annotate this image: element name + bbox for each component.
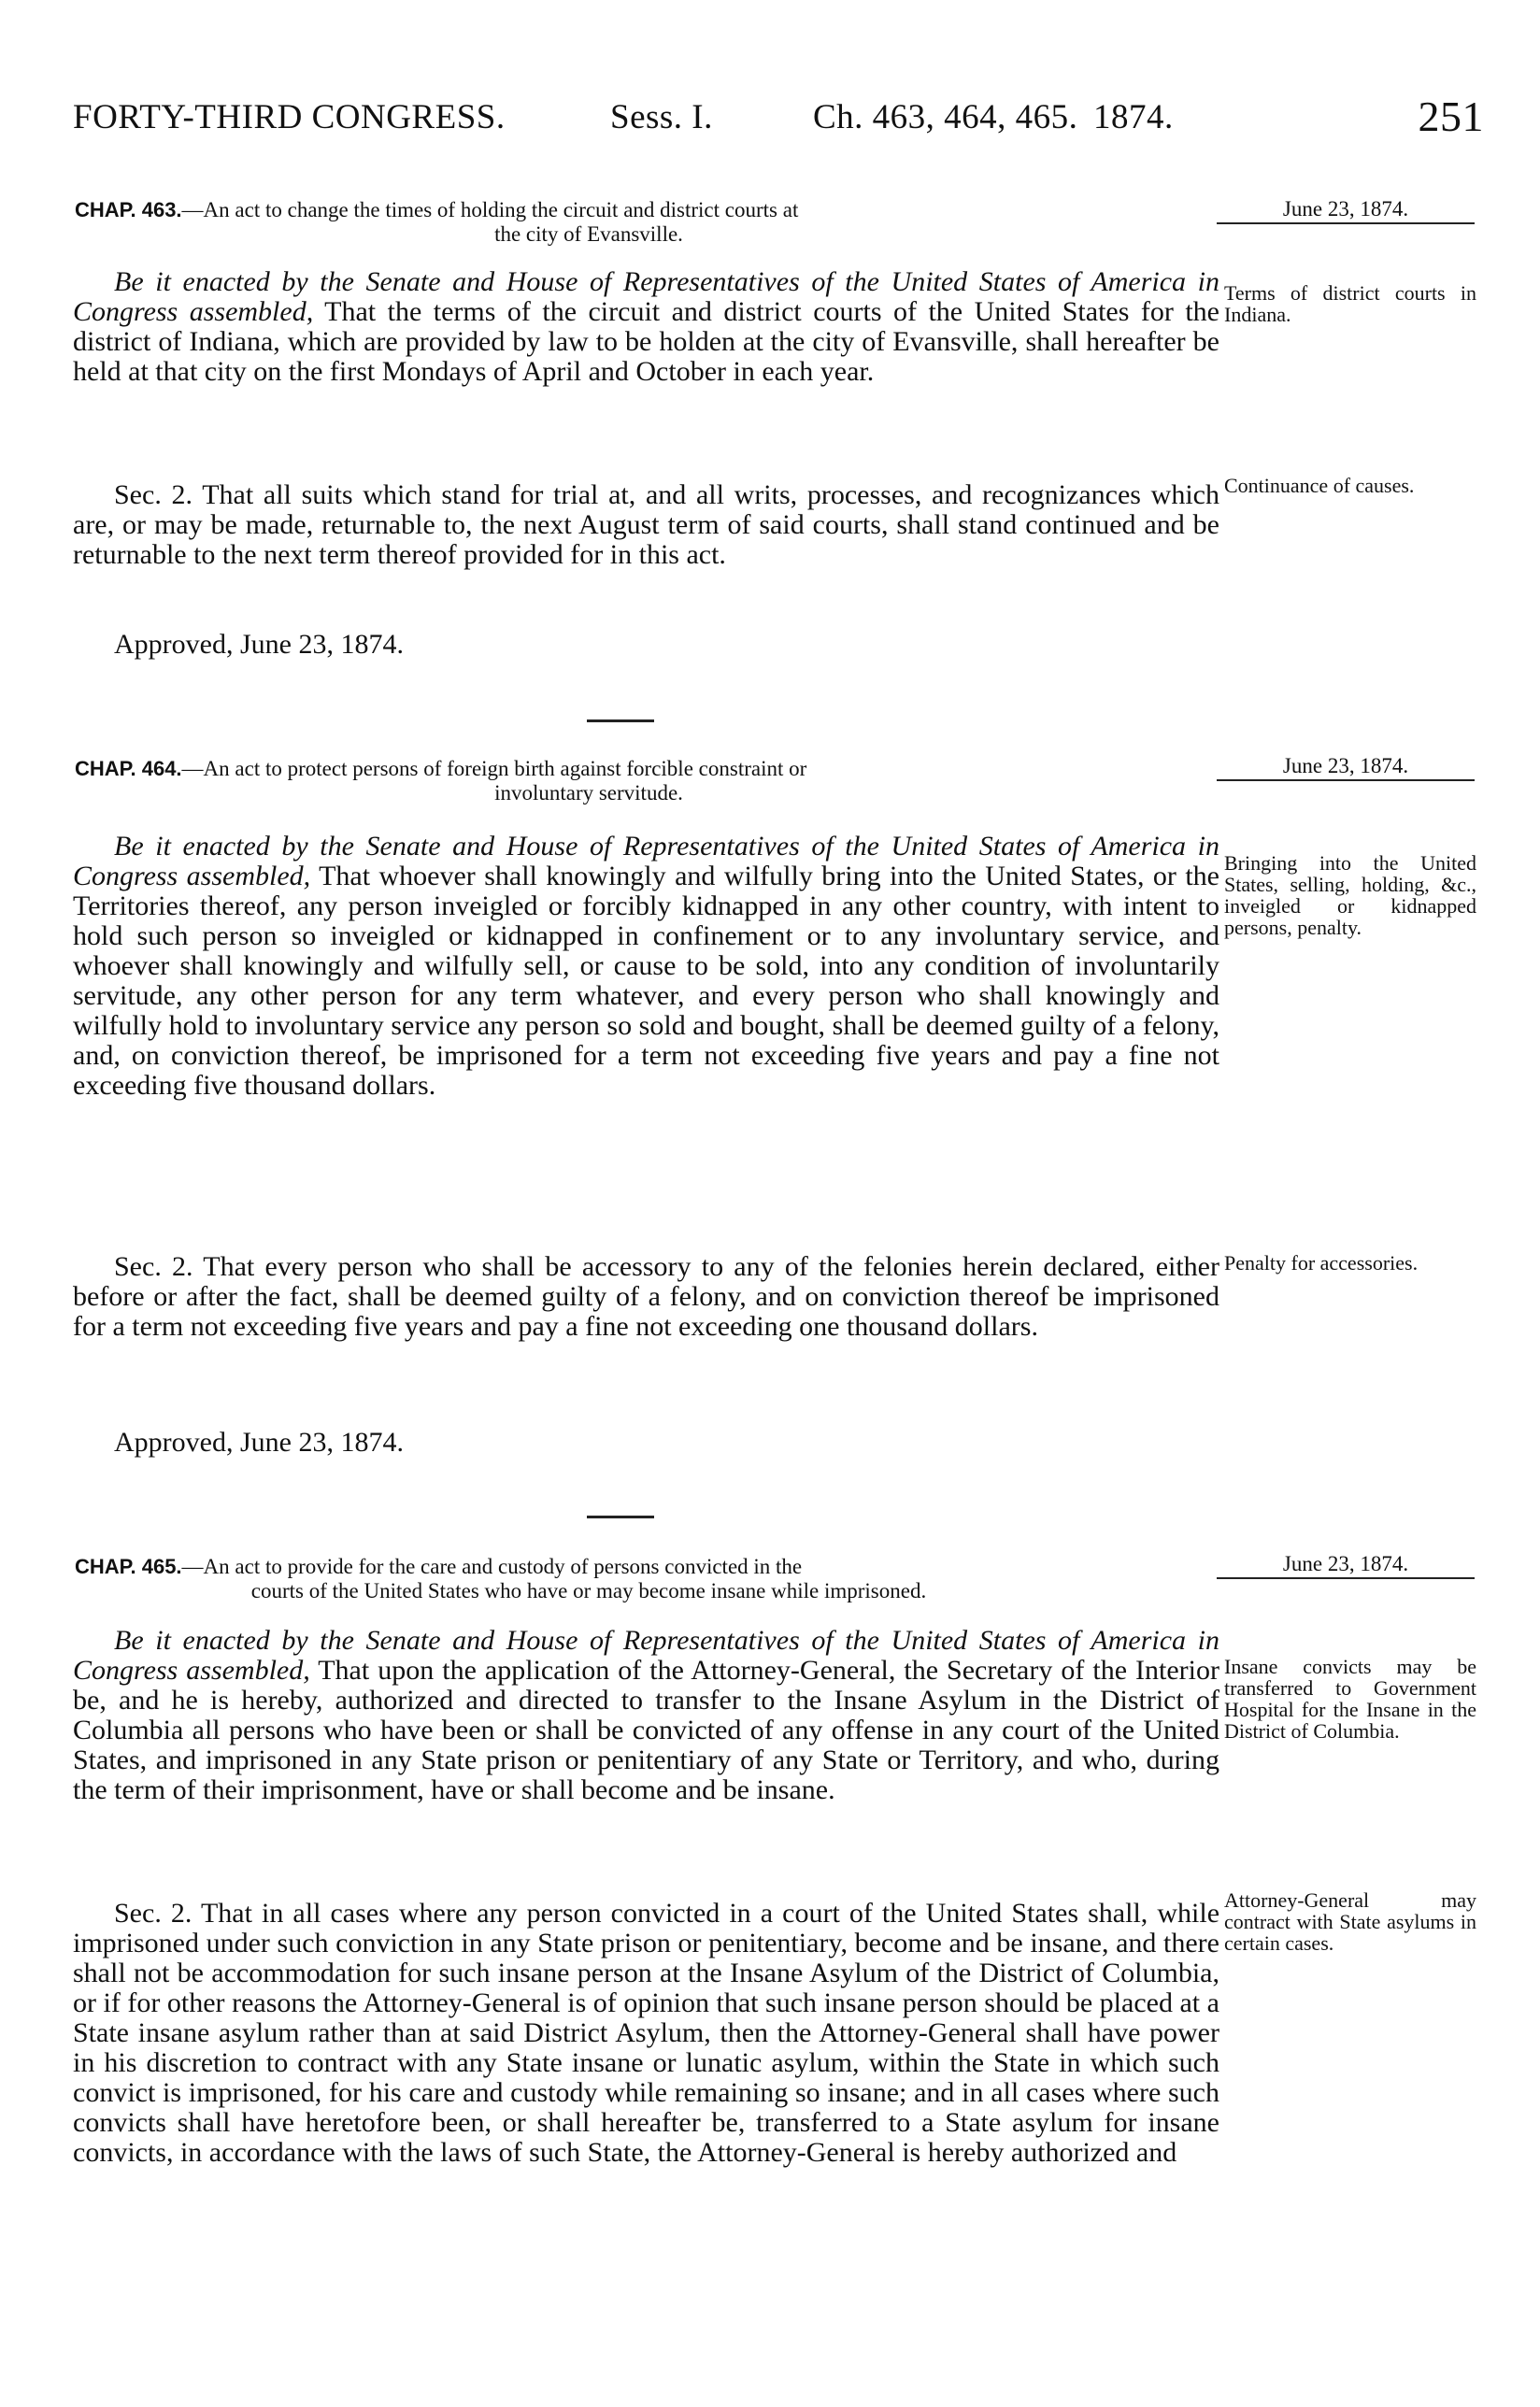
section-1-text: That the terms of the circuit and district courts of the United States for the district of Indiana, which are provided by law to be holden at the city of Evansville, shall hereafter be held at that city on the first Mondays of April and October in each year. <box>73 296 1219 387</box>
chapter-465-label: CHAP. 465. <box>75 1555 182 1578</box>
enacting-clause: Be it enacted by the Senate and House of Representatives of the United States of America in Congress assembled, <box>73 831 1219 891</box>
margin-note-terms: Terms of district courts in Indiana. <box>1224 281 1476 326</box>
chapter-465-date: June 23, 1874. <box>1217 1551 1475 1579</box>
chapter-463-approved: Approved, June 23, 1874. <box>114 629 404 660</box>
section-label: Sec. 2. <box>114 479 193 510</box>
chapter-463-label: CHAP. 463. <box>75 198 182 221</box>
running-head-session: Sess. I. <box>610 98 713 136</box>
section-2-text: That all suits which stand for trial at, and all writs, processes, and recognizances which are, or may be made, returnable to, the next August term of said courts, shall stand continued and be returnable to the next term thereof provided for in this act. <box>73 479 1219 570</box>
chapter-464-label: CHAP. 464. <box>75 757 182 780</box>
chapter-463-heading-cont: the city of Evansville. <box>494 222 683 246</box>
chapter-465-heading-text: —An act to provide for the care and custody of persons convicted in the <box>181 1555 803 1578</box>
chapter-465-section-1 <box>73 1626 1219 1899</box>
enacting-clause: Be it enacted by the Senate and House of Representatives of the United States of America in Congress assembled, <box>73 266 1219 327</box>
margin-note-insane-convicts: Insane convicts may be transferred to Government Hospital for the Insane in the District of Columbia. <box>1224 1655 1476 1743</box>
chapter-465-heading <box>75 1555 1215 1603</box>
section-label: Sec. 2. <box>114 1251 193 1282</box>
chapter-463-date: June 23, 1874. <box>1217 196 1475 224</box>
chapter-464-section-2 <box>73 1252 1219 1405</box>
running-head-chapters: Ch. 463, 464, 465. <box>813 98 1078 136</box>
section-1-text: That whoever shall knowingly and wilfully bring into the United States, or the Territories thereof, any person inveigled or forcibly kidnapped in any other country, with intent to hold such person so inveigled or kidnapped in confinement or to any involuntary service, and whoever shall knowingly and wilfully sell, or cause to be sold, into any condition of involuntarily servitude, any other person for any term whatever, and every person who shall knowingly and wilfully hold to involuntary service any person so sold and bought, shall be deemed guilty of a felony, and, on conviction thereof, be imprisoned for a term not exceeding five years and pay a fine not exceeding five thousand dollars. <box>73 861 1219 1101</box>
margin-note-attorney-general: Attorney-General may contract with State asylums in certain cases. <box>1224 1888 1476 1955</box>
running-head-year: 1874. <box>1093 98 1174 136</box>
chapter-464-heading <box>75 757 1215 805</box>
running-head-title: FORTY-THIRD CONGRESS. <box>73 98 506 136</box>
running-head <box>73 93 1484 150</box>
margin-note-continuance: Continuance of causes. <box>1224 474 1415 497</box>
chapter-464-heading-text: —An act to protect persons of foreign birth against forcible constraint or <box>181 757 807 780</box>
chapter-465-heading-cont: courts of the United States who have or may become insane while imprisoned. <box>250 1579 927 1602</box>
chapter-463-heading-text: —An act to change the times of holding the circuit and district courts at <box>181 198 799 221</box>
section-1-text: That upon the application of the Attorney-General, the Secretary of the Interior be, and he is hereby, authorized and directed to transfer to the Insane Asylum in the District of Columbia all persons who have been or shall be convicted of any offense in any court of the United States, and imprisoned in any State prison or penitentiary of any State or Territory, and who, during the term of their imprisonment, have or shall become and be insane. <box>73 1655 1219 1805</box>
chapter-463-heading <box>75 198 1215 247</box>
chapter-463-section-1 <box>73 267 1219 477</box>
section-divider <box>587 1516 654 1518</box>
chapter-464-date: June 23, 1874. <box>1217 753 1475 781</box>
chapter-464-approved: Approved, June 23, 1874. <box>114 1427 404 1458</box>
margin-note-bringing: Bringing into the United States, selling, holding, &c., inveigled or kidnapped persons, penalty. <box>1224 851 1476 939</box>
enacting-clause: Be it enacted by the Senate and House of Representatives of the United States of America in Congress assembled, <box>73 1625 1219 1686</box>
section-2-text: That in all cases where any person convicted in a court of the United States shall, while imprisoned under such conviction in any State prison or penitentiary, become and be insane, and there shall not be accommodation for such insane person at the Insane Asylum of the District of Columbia, or if for other reasons the Attorney-General is of opinion that such insane person should be placed at a State insane asylum rather than at said District Asylum, then the Attorney-General shall have power in his discretion to contract with any State insane or lunatic asylum, within the State in which such convict is imprisoned, for his care and custody while remaining so insane; and in all cases where such convicts shall have heretofore been, or shall hereafter be, transferred to a State asylum for insane convicts, in accordance with the laws of such State, the Attorney-General is hereby authorized and <box>73 1898 1220 2168</box>
chapter-465-section-2 <box>73 1899 1219 2310</box>
page-number: 251 <box>1418 93 1484 140</box>
chapter-464-section-1 <box>73 832 1219 1252</box>
chapter-464-heading-cont: involuntary servitude. <box>494 781 683 805</box>
section-label: Sec. 2. <box>114 1898 192 1929</box>
section-divider <box>587 719 654 722</box>
chapter-463-section-2 <box>73 480 1219 630</box>
section-2-text: That every person who shall be accessory to any of the felonies herein declared, either before or after the fact, shall be deemed guilty of a felony, and on conviction thereof be imprisoned for a term not exceeding five years and pay a fine not exceeding one thousand dollars. <box>73 1251 1219 1342</box>
margin-note-accessories: Penalty for accessories. <box>1224 1251 1419 1275</box>
